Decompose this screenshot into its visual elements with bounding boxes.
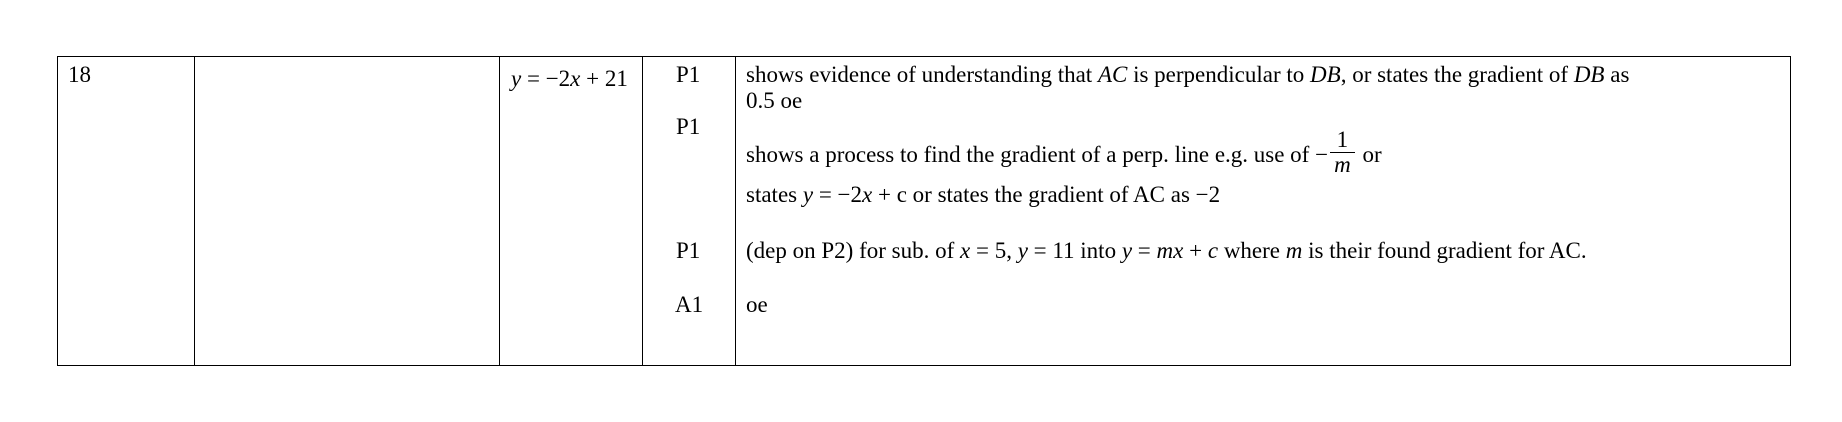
note-text: c — [1207, 238, 1219, 263]
note-text: x — [960, 238, 971, 263]
answer-rest: + 21 — [580, 66, 628, 91]
fraction-one-over-m — [1330, 128, 1355, 177]
note-text: DB — [1573, 62, 1605, 87]
note-text: + — [1183, 238, 1208, 263]
mark-code: A1 — [675, 292, 704, 317]
note-text: or — [1356, 142, 1382, 167]
note-text: states — [746, 182, 803, 207]
note-text: is their found gradient for AC. — [1302, 238, 1587, 263]
answer-cell — [511, 65, 628, 93]
note-text: = 11 into — [1027, 238, 1122, 263]
mark-code: P1 — [676, 238, 701, 263]
note-text: y — [1017, 238, 1028, 263]
note-text: m — [1285, 238, 1303, 263]
note-text: = 5, — [970, 238, 1018, 263]
answer-x: x — [570, 66, 581, 91]
note-text: DB — [1310, 62, 1341, 87]
column-divider — [499, 57, 500, 365]
note-text: = −2 — [813, 182, 863, 207]
question-number: 18 — [68, 62, 91, 87]
fraction-denominator: m — [1334, 152, 1351, 178]
note-1 — [746, 61, 1629, 89]
note-4 — [746, 237, 1587, 265]
note-text: shows evidence of understanding that — [746, 62, 1098, 87]
mark-scheme-table — [57, 56, 1791, 366]
note-1-line-2: 0.5 oe — [746, 88, 803, 113]
note-5: oe — [746, 292, 768, 317]
note-text: (dep on P2) for sub. of — [746, 238, 960, 263]
fraction-numerator: 1 — [1330, 128, 1355, 153]
mark-code: P1 — [676, 114, 701, 139]
note-text: as — [1604, 62, 1630, 87]
note-text: = — [1132, 238, 1157, 263]
note-text: where — [1218, 238, 1286, 263]
answer-y: y — [511, 66, 522, 91]
note-text: + c or states the gradient of AC as −2 — [872, 182, 1221, 207]
column-divider — [194, 57, 195, 365]
note-text: mx — [1156, 238, 1184, 263]
note-text: y — [1121, 238, 1133, 263]
column-divider — [735, 57, 736, 365]
note-3 — [746, 181, 1220, 209]
mark-code: P1 — [676, 62, 701, 87]
answer-eq: = −2 — [521, 66, 571, 91]
note-text: x — [862, 182, 873, 207]
note-text: , or states the gradient of — [1340, 62, 1574, 87]
note-text: is perpendicular to — [1127, 62, 1311, 87]
column-divider — [642, 57, 643, 365]
note-text: shows a process to find the gradient of a perp. line e.g. use of − — [746, 142, 1329, 167]
note-text: AC — [1097, 62, 1128, 87]
note-2 — [746, 125, 1382, 185]
note-text: y — [802, 182, 814, 207]
